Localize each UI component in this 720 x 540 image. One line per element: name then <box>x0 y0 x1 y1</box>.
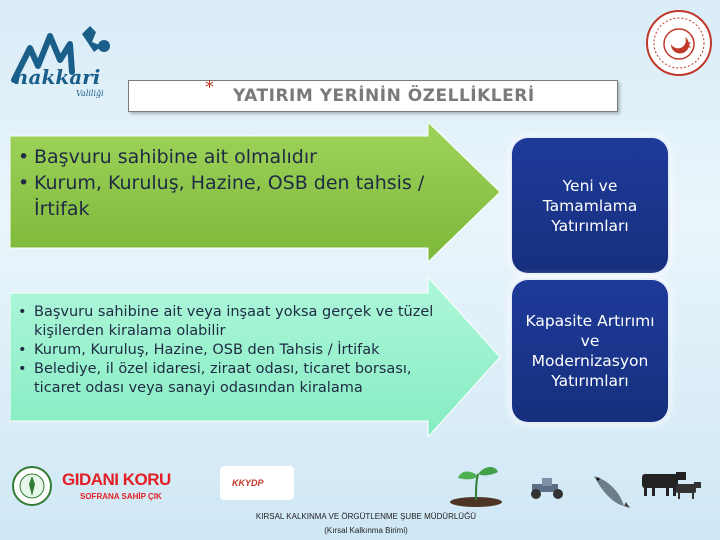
list-item-text: Kurum, Kuruluş, Hazine, OSB den Tahsis / İrtifak <box>34 342 380 358</box>
arrow2-list <box>18 303 438 398</box>
fish-icon <box>588 468 632 512</box>
list-item-text: Başvuru sahibine ait olmalıdır <box>34 146 317 168</box>
title-box <box>128 77 618 112</box>
sprout-icon <box>446 458 506 508</box>
list-item: • Başvuru sahibine ait veya inşaat yoksa gerçek ve tüzel kişilerden kiralama olabilir <box>18 303 438 341</box>
hakkari-logo-text: hakkari <box>14 65 101 89</box>
footer-unit: (Kırsal Kalkınma Birimi) <box>324 526 408 535</box>
list-item-text: Belediye, il özel idaresi, ziraat odası, ticaret borsası, ticaret odası veya sanayi odasından kiralama <box>34 361 412 396</box>
gidani-koru-logo <box>62 470 202 500</box>
arrow1-list <box>18 144 438 222</box>
kkydp-text: KKYDP <box>232 478 264 488</box>
capacity-investment-label: Kapasite Artırımı ve Modernizasyon Yatırımları <box>525 312 655 390</box>
gidani-koru-subtitle: SOFRANA SAHİP ÇIK <box>80 492 162 501</box>
calf-icon <box>672 480 706 500</box>
list-item: • Belediye, il özel idaresi, ziraat odası, ticaret borsası, ticaret odası veya sanayi odasından kiralama <box>18 360 438 398</box>
hakkari-logo <box>8 14 128 98</box>
list-item: • Kurum, Kuruluş, Hazine, OSB den Tahsis / İrtifak <box>18 341 438 360</box>
gidani-koru-title: GIDANI KORU <box>62 470 171 489</box>
ministry-seal <box>644 8 714 78</box>
page-title: YATIRIM YERİNİN ÖZELLİKLERİ <box>233 86 535 106</box>
list-item: • Kurum, Kuruluş, Hazine, OSB den tahsis / İrtifak <box>18 170 438 222</box>
new-investment-box <box>512 138 668 273</box>
kkydp-logo <box>220 466 294 500</box>
hakkari-logo-subtext: Valiliği <box>76 89 104 98</box>
tractor-icon <box>526 476 574 500</box>
footer-department: KIRSAL KALKINMA VE ÖRGÜTLENME ŞUBE MÜDÜRLÜĞÜ <box>255 512 477 521</box>
title-marker: * <box>205 77 214 98</box>
round-emblem-icon <box>12 466 52 506</box>
list-item: • Başvuru sahibine ait olmalıdır <box>18 144 438 170</box>
list-item-text: Kurum, Kuruluş, Hazine, OSB den tahsis / İrtifak <box>34 172 425 220</box>
capacity-investment-box <box>512 280 668 422</box>
new-investment-label: Yeni ve Tamamlama Yatırımları <box>542 176 638 235</box>
list-item-text: Başvuru sahibine ait veya inşaat yoksa gerçek ve tüzel kişilerden kiralama olabilir <box>34 304 434 339</box>
